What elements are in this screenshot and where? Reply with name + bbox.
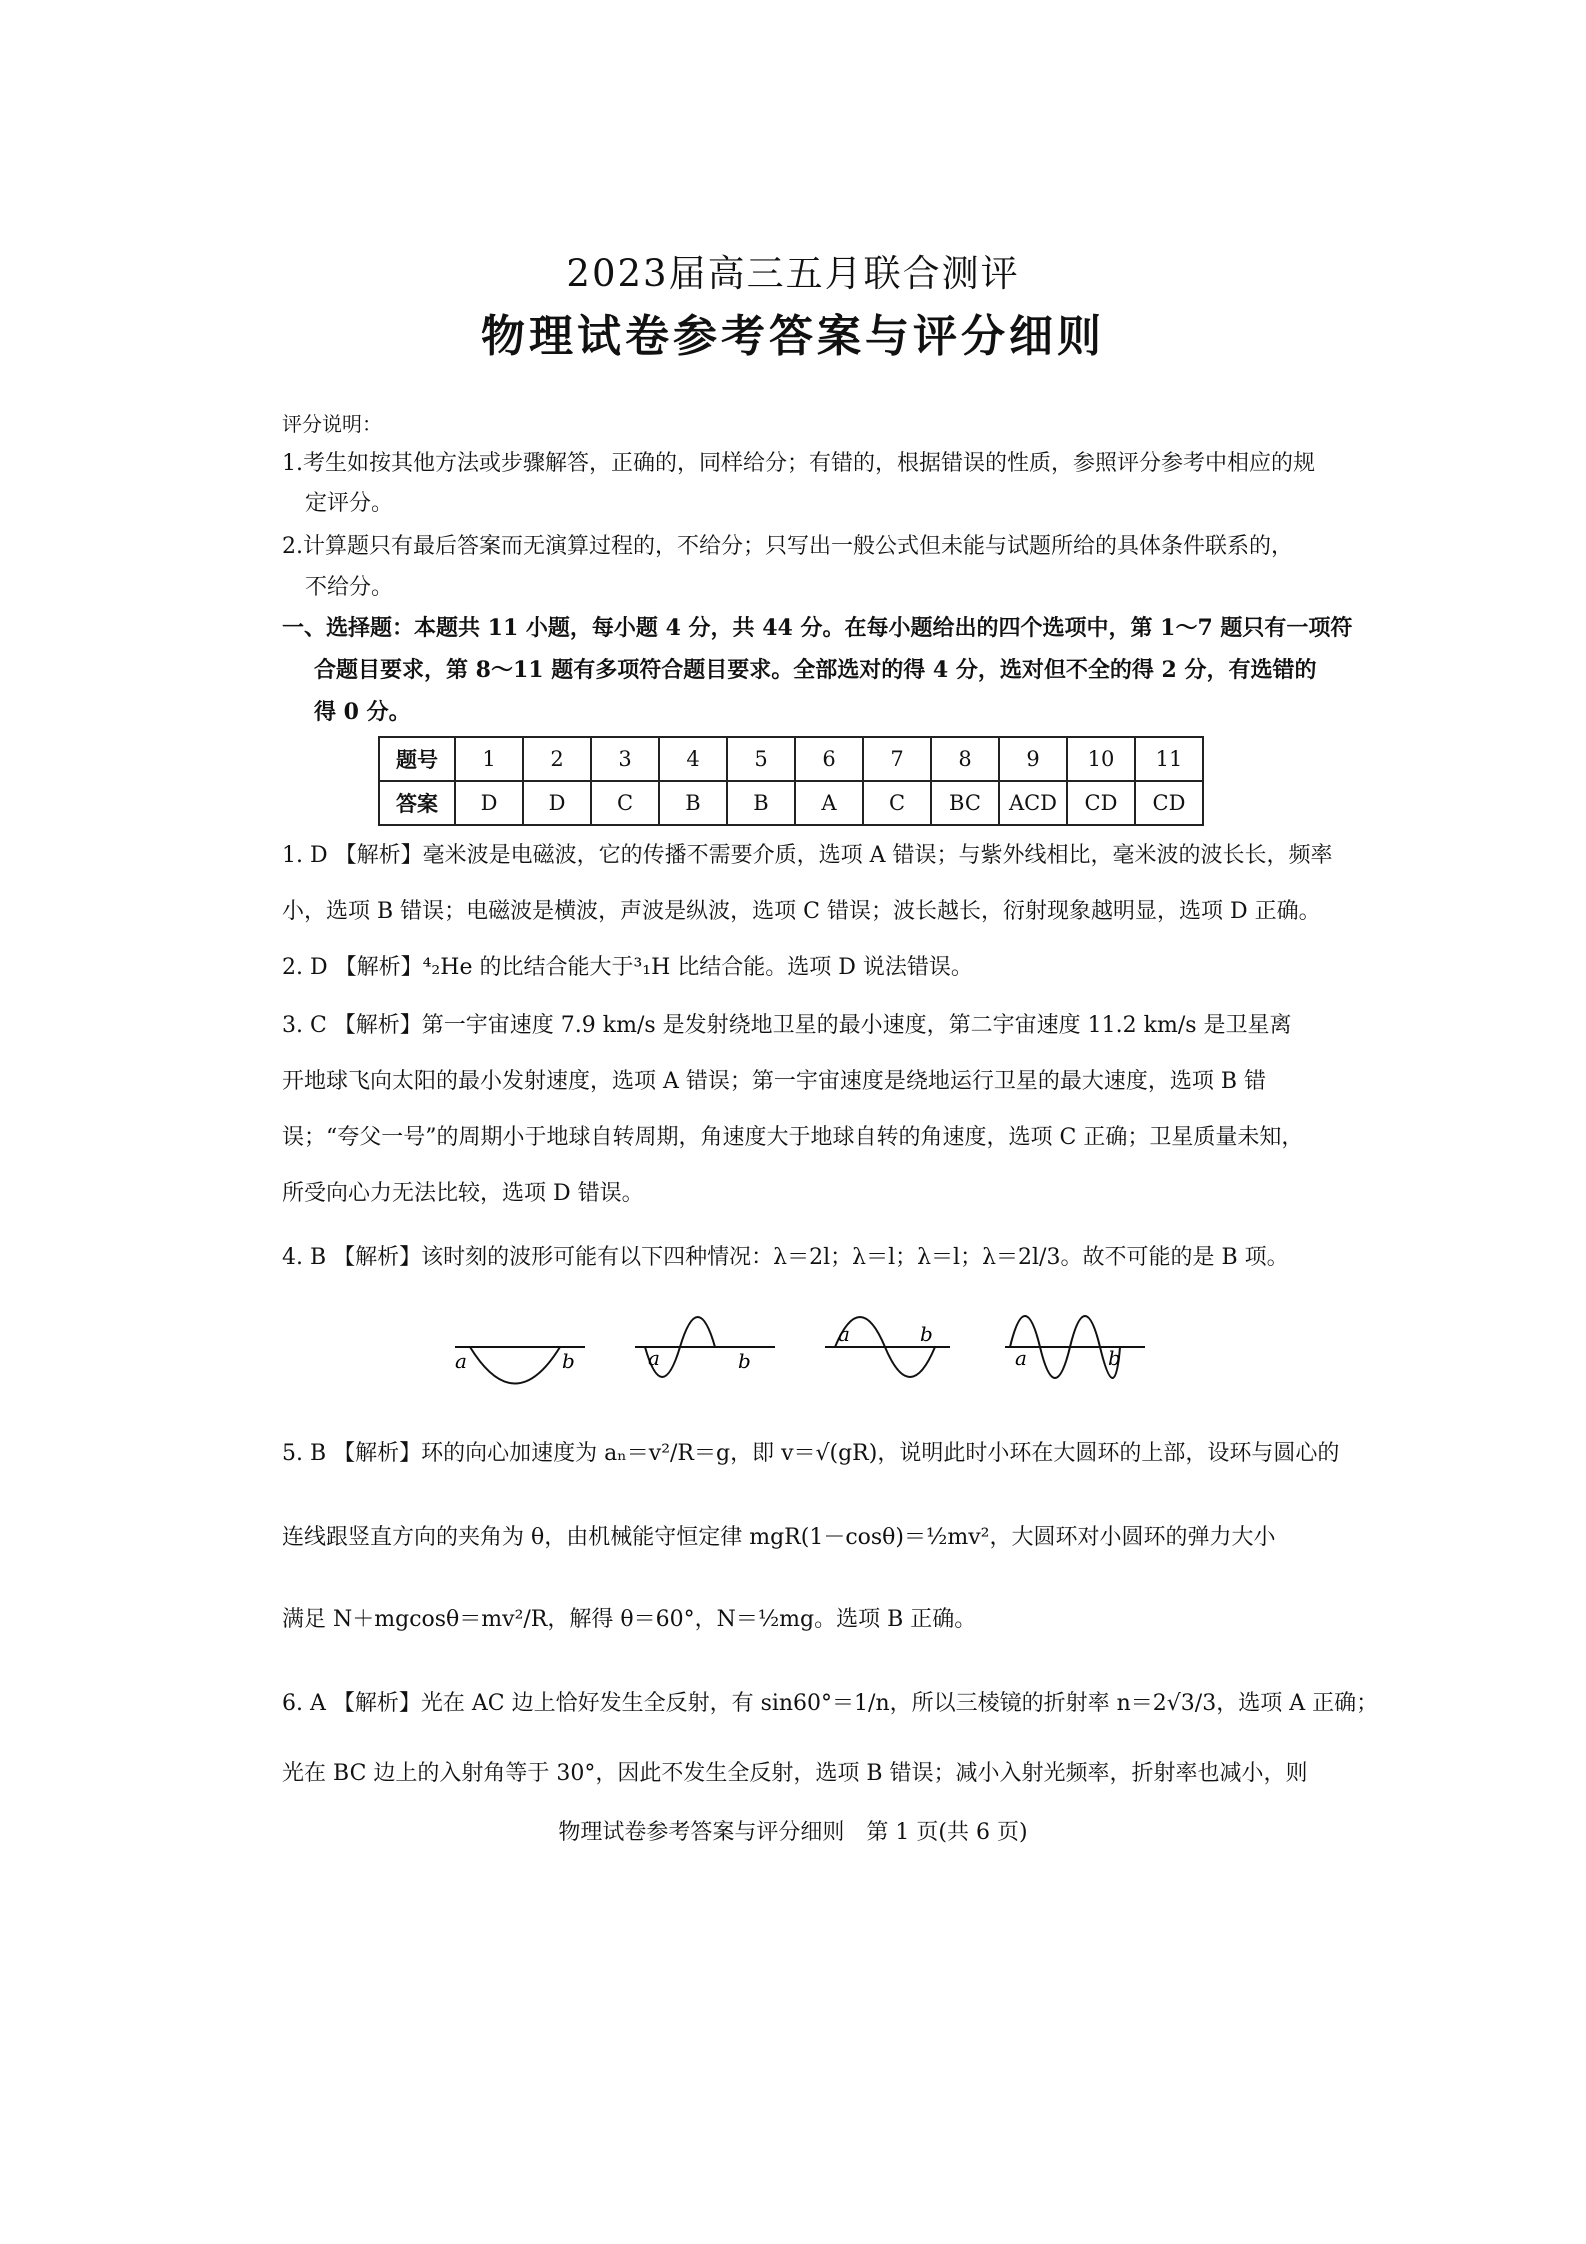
note-1-line-1: 1.考生如按其他方法或步骤解答，正确的，同样给分；有错的，根据错误的性质，参照评分参考中相应的规 <box>282 451 1315 476</box>
question-number: 6 <box>795 737 863 781</box>
wave-1-label-b: b <box>562 1349 575 1373</box>
q1-line-1: 1. D 【解析】毫米波是电磁波，它的传播不需要介质，选项 A 错误；与紫外线相比，毫米波的波长长，频率 <box>282 843 1333 868</box>
question-number: 2 <box>523 737 591 781</box>
question-number: 8 <box>931 737 999 781</box>
wave-3-label-a: a <box>838 1322 850 1346</box>
wave-4-label-b: b <box>1108 1346 1121 1370</box>
answer-cell: D <box>455 781 523 825</box>
notes-heading: 评分说明： <box>282 412 382 436</box>
wave-3-label-b: b <box>920 1322 933 1346</box>
question-number: 1 <box>455 737 523 781</box>
wave-1-label-a: a <box>455 1349 467 1373</box>
page-subtitle: 物理试卷参考答案与评分细则 <box>481 311 1105 362</box>
answer-cell: B <box>659 781 727 825</box>
answer-cell: CD <box>1135 781 1203 825</box>
q4-line-1: 4. B 【解析】该时刻的波形可能有以下四种情况：λ＝2l；λ＝l；λ＝l；λ＝2l/3。故不可能的是 B 项。 <box>282 1245 1289 1270</box>
section-1-line-1: 一、选择题：本题共 11 小题，每小题 4 分，共 44 分。在每小题给出的四个选项中，第 1～7 题只有一项符 <box>282 615 1353 641</box>
table-row <box>379 781 1203 825</box>
note-2-line-1: 2.计算题只有最后答案而无演算过程的，不给分；只写出一般公式但未能与试题所给的具体条件联系的， <box>282 534 1293 559</box>
answer-cell: C <box>863 781 931 825</box>
wave-2-label-b: b <box>738 1349 751 1373</box>
answer-cell: ACD <box>999 781 1067 825</box>
page-title: 2023届高三五月联合测评 <box>566 252 1020 295</box>
page-footer: 物理试卷参考答案与评分细则 第 1 页(共 6 页) <box>558 1820 1028 1845</box>
q6-line-1: 6. A 【解析】光在 AC 边上恰好发生全反射，有 sin60°＝1/n，所以三棱镜的折射率 n＝2√3/3，选项 A 正确； <box>282 1691 1379 1716</box>
section-1-line-3: 得 0 分。 <box>314 699 411 725</box>
waveform-diagrams <box>440 1305 1160 1415</box>
question-number: 5 <box>727 737 795 781</box>
q5-line-1: 5. B 【解析】环的向心加速度为 aₙ＝v²/R＝g，即 v＝√(gR)，说明此时小环在大圆环的上部，设环与圆心的 <box>282 1441 1340 1466</box>
q5-line-2: 连线跟竖直方向的夹角为 θ，由机械能守恒定律 mgR(1－cosθ)＝½mv²，大圆环对小圆环的弹力大小 <box>282 1525 1276 1550</box>
question-number: 3 <box>591 737 659 781</box>
q6-line-2: 光在 BC 边上的入射角等于 30°，因此不发生全反射，选项 B 错误；减小入射光频率，折射率也减小，则 <box>282 1761 1308 1786</box>
section-1-line-2: 合题目要求，第 8～11 题有多项符合题目要求。全部选对的得 4 分，选对但不全的得 2 分，有选错的 <box>314 657 1317 683</box>
wave-4-label-a: a <box>1015 1346 1027 1370</box>
answer-cell: BC <box>931 781 999 825</box>
q5-line-3: 满足 N＋mgcosθ＝mv²/R，解得 θ＝60°，N＝½mg。选项 B 正确。 <box>282 1607 977 1632</box>
answer-table <box>378 736 1204 826</box>
answer-cell: B <box>727 781 795 825</box>
q1-line-2: 小，选项 B 错误；电磁波是横波，声波是纵波，选项 C 错误；波长越长，衍射现象越明显，选项 D 正确。 <box>282 899 1321 924</box>
note-2-line-2: 不给分。 <box>305 575 394 600</box>
question-number: 7 <box>863 737 931 781</box>
answer-cell: C <box>591 781 659 825</box>
q3-line-3: 误；“夸父一号”的周期小于地球自转周期，角速度大于地球自转的角速度，选项 C 正确；卫星质量未知， <box>282 1125 1304 1150</box>
question-number: 11 <box>1135 737 1203 781</box>
answer-cell: CD <box>1067 781 1135 825</box>
q3-line-4: 所受向心力无法比较，选项 D 错误。 <box>282 1181 644 1206</box>
q3-line-2: 开地球飞向太阳的最小发射速度，选项 A 错误；第一宇宙速度是绕地运行卫星的最大速度，选项 B 错 <box>282 1069 1267 1094</box>
wave-2-label-a: a <box>648 1346 660 1370</box>
question-number: 10 <box>1067 737 1135 781</box>
answer-cell: A <box>795 781 863 825</box>
q3-line-1: 3. C 【解析】第一宇宙速度 7.9 km/s 是发射绕地卫星的最小速度，第二宇宙速度 11.2 km/s 是卫星离 <box>282 1013 1292 1038</box>
question-number: 4 <box>659 737 727 781</box>
row-label-number: 题号 <box>379 737 455 781</box>
note-1-line-2: 定评分。 <box>305 491 394 516</box>
answer-cell: D <box>523 781 591 825</box>
q2-line-1: 2. D 【解析】⁴₂He 的比结合能大于³₁H 比结合能。选项 D 说法错误。 <box>282 955 973 980</box>
question-number: 9 <box>999 737 1067 781</box>
row-label-answer: 答案 <box>379 781 455 825</box>
table-row <box>379 737 1203 781</box>
